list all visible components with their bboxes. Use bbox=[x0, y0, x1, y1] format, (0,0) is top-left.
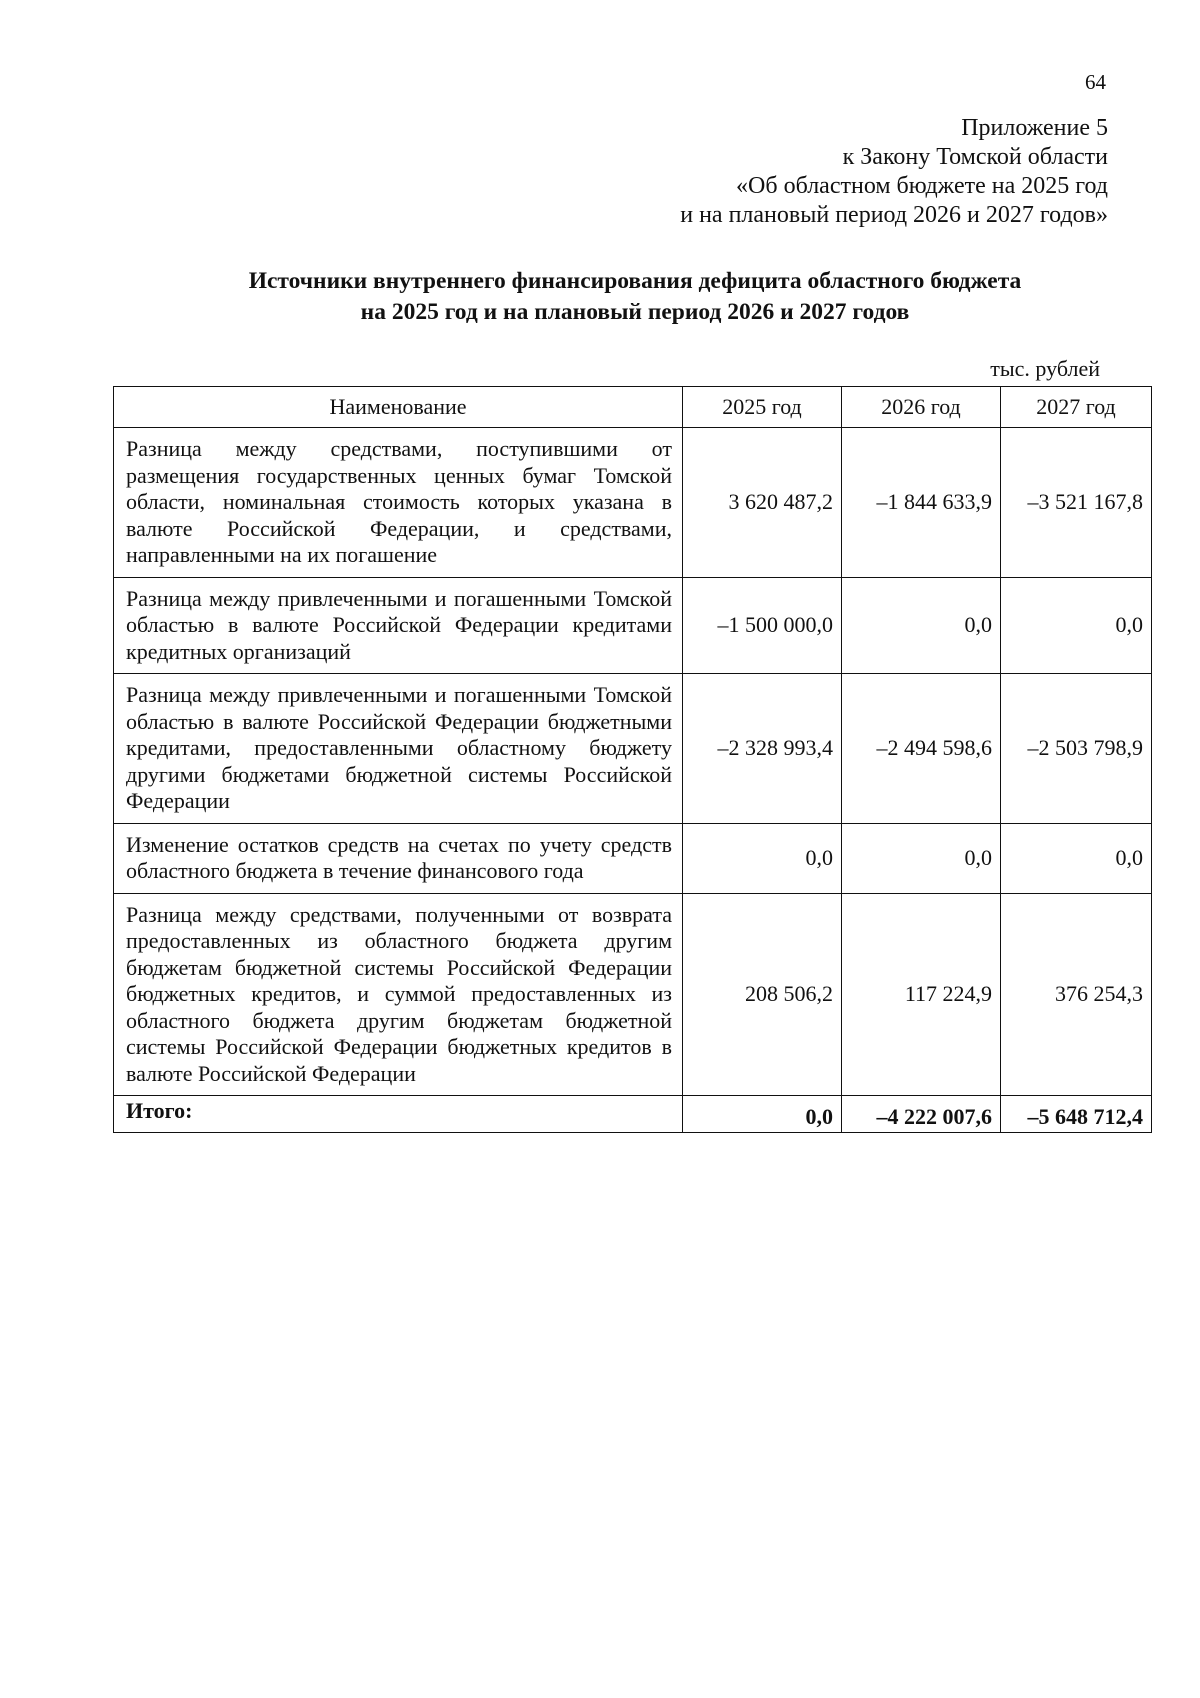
value-2026: –2 494 598,6 bbox=[842, 674, 1001, 824]
value-2025: 3 620 487,2 bbox=[683, 428, 842, 578]
column-header-2025: 2025 год bbox=[683, 387, 842, 428]
column-header-2027: 2027 год bbox=[1001, 387, 1152, 428]
table-row bbox=[114, 823, 1152, 893]
table-row bbox=[114, 674, 1152, 824]
appendix-line: Приложение 5 bbox=[961, 115, 1108, 141]
row-name: Изменение остатков средств на счетах по учету средств областного бюджета в течение финансового года bbox=[114, 823, 683, 893]
total-2027: –5 648 712,4 bbox=[1001, 1096, 1152, 1133]
value-2025: 0,0 bbox=[683, 823, 842, 893]
value-2027: 376 254,3 bbox=[1001, 893, 1152, 1096]
value-2027: 0,0 bbox=[1001, 823, 1152, 893]
table-row bbox=[114, 893, 1152, 1096]
appendix-line: к Закону Томской области bbox=[842, 144, 1108, 170]
value-2025: –2 328 993,4 bbox=[683, 674, 842, 824]
value-2027: –3 521 167,8 bbox=[1001, 428, 1152, 578]
value-2026: 0,0 bbox=[842, 823, 1001, 893]
table-header-row bbox=[114, 387, 1152, 428]
title-line-2: на 2025 год и на плановый период 2026 и 2027 годов bbox=[360, 299, 910, 325]
appendix-header bbox=[680, 114, 1108, 230]
table-row bbox=[114, 428, 1152, 578]
row-name: Разница между привлеченными и погашенными Томской областью в валюте Российской Федерации кредитами кредитных организаций bbox=[114, 577, 683, 674]
value-2026: 0,0 bbox=[842, 577, 1001, 674]
appendix-line: и на плановый период 2026 и 2027 годов» bbox=[680, 202, 1108, 228]
total-2026: –4 222 007,6 bbox=[842, 1096, 1001, 1133]
total-label: Итого: bbox=[114, 1096, 683, 1133]
total-2025: 0,0 bbox=[683, 1096, 842, 1133]
value-2027: 0,0 bbox=[1001, 577, 1152, 674]
column-header-2026: 2026 год bbox=[842, 387, 1001, 428]
value-2026: –1 844 633,9 bbox=[842, 428, 1001, 578]
appendix-line: «Об областном бюджете на 2025 год bbox=[736, 173, 1108, 199]
total-row bbox=[114, 1096, 1152, 1133]
value-2025: 208 506,2 bbox=[683, 893, 842, 1096]
units-label: тыс. рублей bbox=[990, 356, 1100, 381]
financing-table bbox=[113, 386, 1152, 1133]
row-name: Разница между привлеченными и погашенными Томской областью в валюте Российской Федерации бюджетными кредитами, предоставленными областному бюджету другими бюджетами бюджетной системы Российской Федерации bbox=[114, 674, 683, 824]
page-number: 64 bbox=[1085, 70, 1106, 94]
value-2025: –1 500 000,0 bbox=[683, 577, 842, 674]
table-row bbox=[114, 577, 1152, 674]
column-header-name: Наименование bbox=[114, 387, 683, 428]
row-name: Разница между средствами, поступившими от размещения государственных ценных бумаг Томской области, номинальная стоимость которых указана в валюте Российской Федерации, и средствами, направленными на их погашение bbox=[114, 428, 683, 578]
value-2026: 117 224,9 bbox=[842, 893, 1001, 1096]
row-name: Разница между средствами, полученными от возврата предоставленных из областного бюджета другим бюджетам бюджетной системы Российской Федерации бюджетных кредитов, и суммой предоставленных из областного бюджета другим бюджетам бюджетной системы Российской Федерации бюджетных кредитов в валюте Российской Федерации bbox=[114, 893, 683, 1096]
title-line-1: Источники внутреннего финансирования дефицита областного бюджета bbox=[248, 268, 1022, 294]
value-2027: –2 503 798,9 bbox=[1001, 674, 1152, 824]
document-title bbox=[0, 266, 1200, 328]
